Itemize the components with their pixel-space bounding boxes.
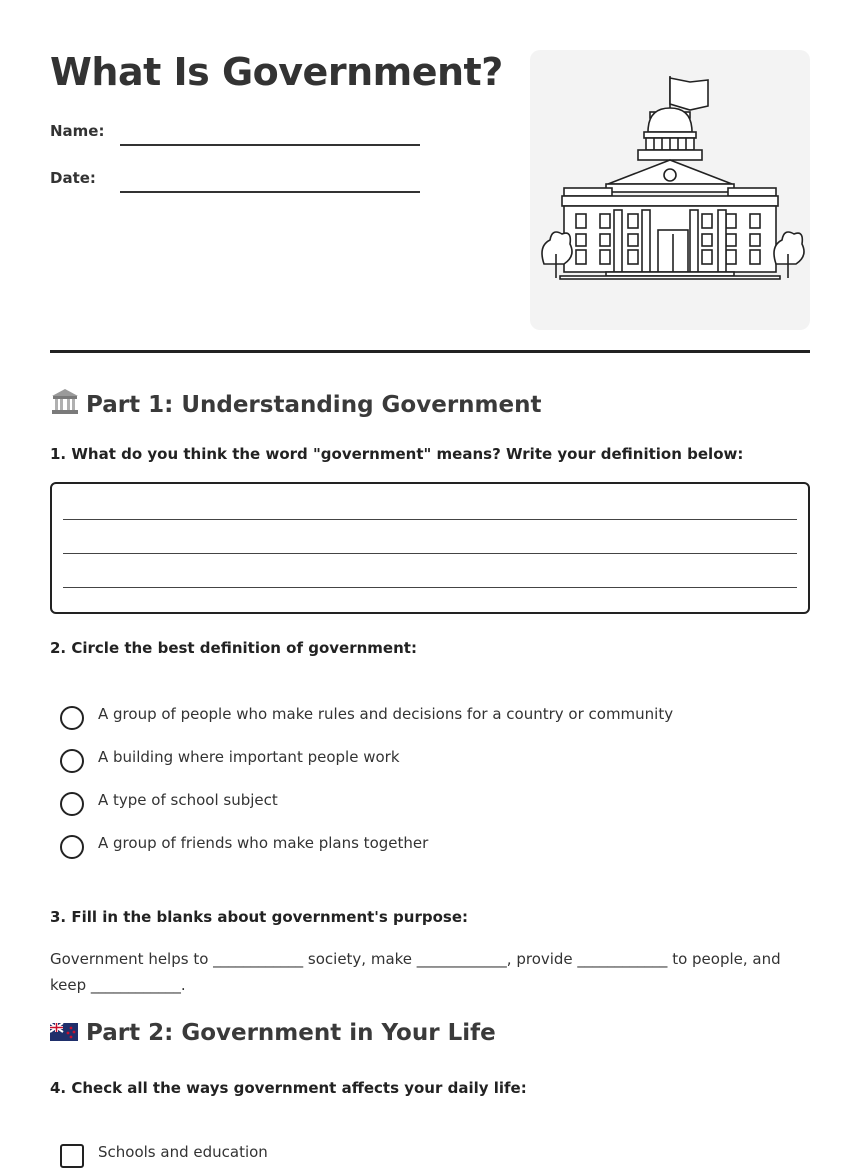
date-field[interactable] bbox=[50, 169, 420, 199]
q4-option-label: Schools and education bbox=[98, 1143, 268, 1161]
part2-heading bbox=[50, 1020, 496, 1049]
name-label: Name: bbox=[50, 122, 105, 140]
radio-circle[interactable] bbox=[60, 792, 84, 816]
q2-option-label: A group of friends who make plans together bbox=[98, 834, 429, 852]
part1-heading-text: Part 1: Understanding Government bbox=[86, 392, 542, 418]
header-divider bbox=[50, 350, 810, 353]
q2-option-label: A building where important people work bbox=[98, 748, 400, 766]
answer-line bbox=[63, 587, 797, 588]
date-label: Date: bbox=[50, 169, 96, 187]
part1-heading bbox=[50, 387, 541, 421]
name-line[interactable] bbox=[120, 144, 420, 146]
question-1: 1. What do you think the word "government" means? Write your definition below: bbox=[50, 445, 744, 463]
radio-circle[interactable] bbox=[60, 706, 84, 730]
radio-circle[interactable] bbox=[60, 749, 84, 773]
government-building-illustration bbox=[530, 50, 810, 330]
name-field[interactable] bbox=[50, 122, 420, 152]
part2-heading-text: Part 2: Government in Your Life bbox=[86, 1020, 496, 1046]
definition-answer-box[interactable] bbox=[50, 482, 810, 614]
question-3: 3. Fill in the blanks about government's purpose: bbox=[50, 908, 469, 926]
new-zealand-flag-icon bbox=[50, 1021, 80, 1049]
date-line[interactable] bbox=[120, 191, 420, 193]
radio-circle[interactable] bbox=[60, 835, 84, 859]
q2-option[interactable] bbox=[60, 791, 800, 817]
classical-building-icon bbox=[50, 387, 80, 421]
q2-option[interactable] bbox=[60, 834, 800, 860]
question-2: 2. Circle the best definition of government: bbox=[50, 639, 417, 657]
q2-option-label: A group of people who make rules and decisions for a country or community bbox=[98, 705, 674, 723]
capitol-building-icon bbox=[530, 50, 810, 330]
answer-line bbox=[63, 519, 797, 520]
worksheet-title: What Is Government? bbox=[50, 50, 503, 94]
fill-in-blanks-sentence[interactable]: Government helps to ____________ society, make ____________, provide ____________ to people, and keep ____________. bbox=[50, 950, 781, 994]
question-4: 4. Check all the ways government affects your daily life: bbox=[50, 1079, 527, 1097]
answer-line bbox=[63, 553, 797, 554]
q2-option[interactable] bbox=[60, 748, 800, 774]
q4-option[interactable] bbox=[60, 1143, 800, 1169]
q2-option[interactable] bbox=[60, 705, 800, 731]
q2-option-label: A type of school subject bbox=[98, 791, 278, 809]
checkbox[interactable] bbox=[60, 1144, 84, 1168]
